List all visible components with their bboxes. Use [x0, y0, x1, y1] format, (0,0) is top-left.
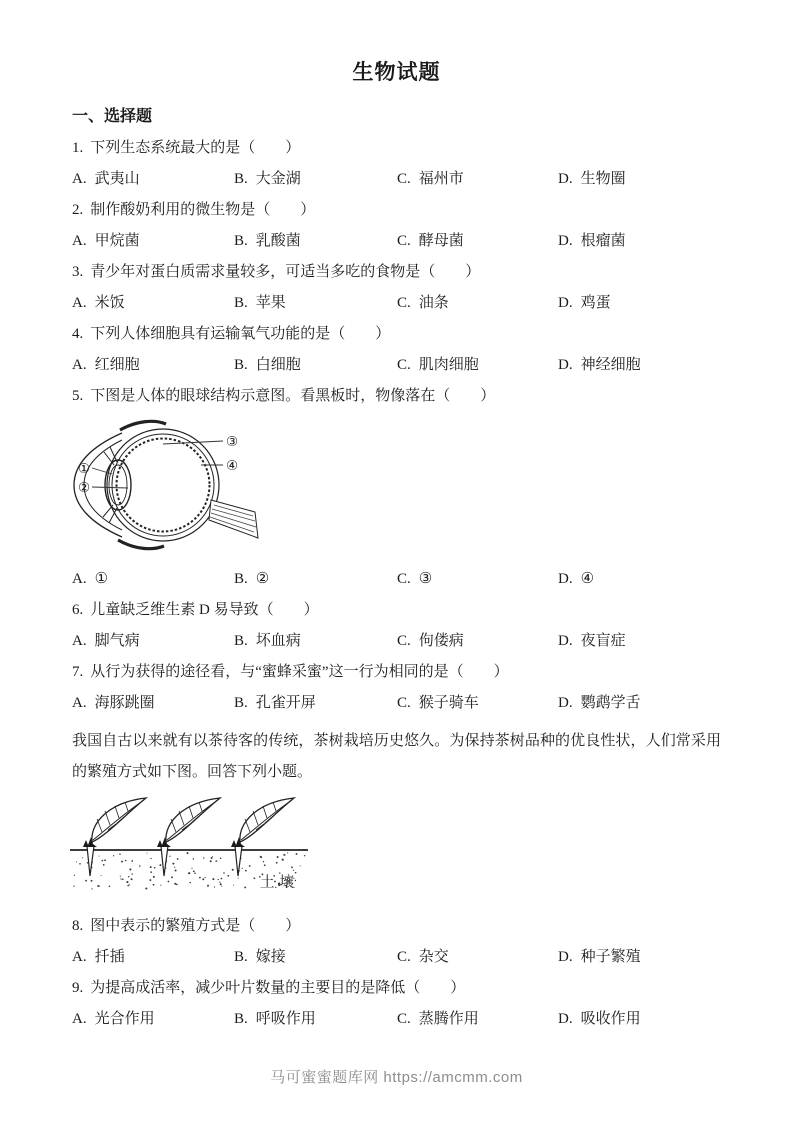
option-text: 甲烷菌: [94, 233, 140, 249]
option-text: 嫁接: [255, 949, 286, 965]
option-letter: D.: [558, 949, 573, 965]
leaf-cutting-2: [157, 798, 220, 876]
question-number: 7.: [72, 664, 84, 680]
eye-label-4: ④: [225, 458, 239, 473]
question-number: 4.: [72, 326, 84, 342]
option-letter: B.: [234, 695, 248, 711]
option-letter: A.: [72, 571, 87, 587]
option-text: 大金湖: [255, 171, 301, 187]
option-d: [558, 633, 721, 650]
option-b: [234, 171, 397, 188]
question-stem: 下图是人体的眼球结构示意图。看黑板时，物像落在（ ）: [90, 388, 496, 404]
option-d: [558, 357, 721, 374]
option-c: [397, 1011, 558, 1028]
optic-nerve: [209, 500, 258, 538]
question-7: [72, 664, 721, 681]
option-letter: D.: [558, 171, 573, 187]
option-c: [397, 357, 558, 374]
question-stem: 青少年对蛋白质需求量较多，可适当多吃的食物是（ ）: [90, 264, 481, 280]
option-letter: B.: [234, 949, 248, 965]
option-b: [234, 295, 397, 312]
option-text: 佝偻病: [418, 633, 464, 649]
option-d: [558, 1011, 721, 1028]
option-letter: B.: [234, 295, 248, 311]
option-text: 乳酸菌: [255, 233, 301, 249]
option-letter: B.: [234, 571, 248, 587]
option-text: 呼吸作用: [255, 1011, 316, 1027]
option-text: 夜盲症: [580, 633, 626, 649]
question-2-options: [72, 233, 721, 250]
question-number: 6.: [72, 602, 84, 618]
page-title: 生物试题: [352, 60, 441, 84]
soil-label: 土壤: [260, 875, 299, 891]
option-letter: A.: [72, 357, 87, 373]
option-text: 油条: [418, 295, 449, 311]
option-b: [234, 1011, 397, 1028]
option-text: 红细胞: [94, 357, 140, 373]
option-text: 酵母菌: [418, 233, 464, 249]
question-number: 9.: [72, 980, 84, 996]
option-text: 光合作用: [94, 1011, 155, 1027]
option-text: 根瘤菌: [580, 233, 626, 249]
passage-text: 我国自古以来就有以茶待客的传统，茶树栽培历史悠久。为保持茶树品种的优良性状，人们常采用的繁殖方式如下图。回答下列小题。: [72, 733, 721, 780]
option-letter: D.: [558, 233, 573, 249]
eye-label-2: ②: [77, 480, 91, 495]
option-a: [72, 171, 234, 188]
option-d: [558, 295, 721, 312]
option-letter: B.: [234, 171, 248, 187]
option-b: [234, 571, 397, 588]
eye-diagram: [60, 417, 260, 557]
option-letter: C.: [397, 233, 411, 249]
option-a: [72, 695, 234, 712]
site-footer: [0, 1066, 793, 1087]
option-c: [397, 949, 558, 966]
question-stem: 为提高成活率，减少叶片数量的主要目的是降低（ ）: [90, 980, 466, 996]
option-text: 白细胞: [255, 357, 301, 373]
question-stem: 从行为获得的途径看，与“蜜蜂采蜜”这一行为相同的是（ ）: [90, 664, 509, 680]
option-text: 猴子骑车: [418, 695, 479, 711]
footer-link[interactable]: 马可蜜蜜题库网 https://amcmm.com: [270, 1069, 523, 1086]
leaf-cutting-3: [231, 798, 294, 876]
question-number: 1.: [72, 140, 84, 156]
option-letter: C.: [397, 357, 411, 373]
option-text: 生物圈: [580, 171, 626, 187]
question-1: [72, 140, 721, 157]
option-text: 海豚跳圈: [94, 695, 155, 711]
option-text: 武夷山: [94, 171, 140, 187]
option-letter: C.: [397, 949, 411, 965]
question-6-options: [72, 633, 721, 650]
question-8-options: [72, 949, 721, 966]
option-letter: C.: [397, 1011, 411, 1027]
question-stem: 图中表示的繁殖方式是（ ）: [90, 918, 301, 934]
question-number: 3.: [72, 264, 84, 280]
option-b: [234, 233, 397, 250]
option-letter: C.: [397, 171, 411, 187]
question-1-options: [72, 171, 721, 188]
option-b: [234, 695, 397, 712]
question-5: [72, 388, 721, 405]
option-d: [558, 949, 721, 966]
question-stem: 儿童缺乏维生素 D 易导致（ ）: [90, 602, 319, 618]
option-letter: B.: [234, 633, 248, 649]
question-stem: 制作酸奶利用的微生物是（ ）: [90, 202, 316, 218]
option-letter: A.: [72, 233, 87, 249]
option-a: [72, 571, 234, 588]
option-letter: C.: [397, 633, 411, 649]
option-text: 福州市: [418, 171, 464, 187]
question-7-options: [72, 695, 721, 712]
eyeball: [74, 421, 219, 548]
option-a: [72, 1011, 234, 1028]
option-letter: B.: [234, 233, 248, 249]
question-number: 5.: [72, 388, 84, 404]
option-letter: B.: [234, 1011, 248, 1027]
question-9-options: [72, 1011, 721, 1028]
option-text: 吸收作用: [580, 1011, 641, 1027]
option-text: 扦插: [94, 949, 125, 965]
leaf-cutting-1: [83, 798, 146, 876]
eye-label-1: ①: [77, 461, 91, 476]
option-letter: A.: [72, 1011, 87, 1027]
option-letter: D.: [558, 1011, 573, 1027]
option-text: ④: [580, 571, 595, 587]
option-text: ②: [255, 571, 270, 587]
option-letter: B.: [234, 357, 248, 373]
option-letter: C.: [397, 695, 411, 711]
option-c: [397, 571, 558, 588]
cutting-diagram: [60, 792, 360, 904]
option-text: 肌肉细胞: [418, 357, 479, 373]
option-d: [558, 233, 721, 250]
question-4: [72, 326, 721, 343]
option-text: 鸡蛋: [580, 295, 611, 311]
option-text: 米饭: [94, 295, 125, 311]
option-text: 坏血病: [255, 633, 301, 649]
question-stem: 下列人体细胞具有运输氧气功能的是（ ）: [90, 326, 391, 342]
option-a: [72, 295, 234, 312]
option-letter: D.: [558, 357, 573, 373]
option-text: 神经细胞: [580, 357, 641, 373]
option-text: ③: [418, 571, 433, 587]
option-c: [397, 233, 558, 250]
option-letter: D.: [558, 695, 573, 711]
option-c: [397, 171, 558, 188]
option-b: [234, 357, 397, 374]
question-9: [72, 980, 721, 997]
option-b: [234, 633, 397, 650]
option-d: [558, 695, 721, 712]
eye-label-3: ③: [225, 434, 239, 449]
option-letter: A.: [72, 633, 87, 649]
option-d: [558, 571, 721, 588]
option-text: 种子繁殖: [580, 949, 641, 965]
option-c: [397, 695, 558, 712]
question-6: [72, 602, 721, 619]
option-letter: A.: [72, 295, 87, 311]
option-letter: D.: [558, 633, 573, 649]
question-4-options: [72, 357, 721, 374]
option-letter: D.: [558, 571, 573, 587]
section-heading: 一、选择题: [72, 108, 153, 125]
option-text: ①: [94, 571, 109, 587]
option-letter: A.: [72, 171, 87, 187]
option-c: [397, 633, 558, 650]
option-a: [72, 949, 234, 966]
question-stem: 下列生态系统最大的是（ ）: [90, 140, 301, 156]
option-text: 蒸腾作用: [418, 1011, 479, 1027]
option-a: [72, 233, 234, 250]
option-letter: A.: [72, 695, 87, 711]
option-a: [72, 633, 234, 650]
question-5-options: [72, 571, 721, 588]
option-letter: A.: [72, 949, 87, 965]
option-letter: C.: [397, 571, 411, 587]
question-8: [72, 918, 721, 935]
label-leader-lines: [92, 441, 223, 488]
option-a: [72, 357, 234, 374]
lower-eyelid-stroke: [118, 540, 164, 549]
option-text: 杂交: [418, 949, 449, 965]
option-letter: D.: [558, 295, 573, 311]
question-3-options: [72, 295, 721, 312]
question-2: [72, 202, 721, 219]
option-d: [558, 171, 721, 188]
option-text: 苹果: [255, 295, 286, 311]
option-c: [397, 295, 558, 312]
question-number: 2.: [72, 202, 84, 218]
option-text: 鹦鹉学舌: [580, 695, 641, 711]
sclera-outline: [107, 429, 219, 541]
option-text: 孔雀开屏: [255, 695, 316, 711]
option-letter: C.: [397, 295, 411, 311]
option-text: 脚气病: [94, 633, 140, 649]
question-3: [72, 264, 721, 281]
option-b: [234, 949, 397, 966]
question-number: 8.: [72, 918, 84, 934]
